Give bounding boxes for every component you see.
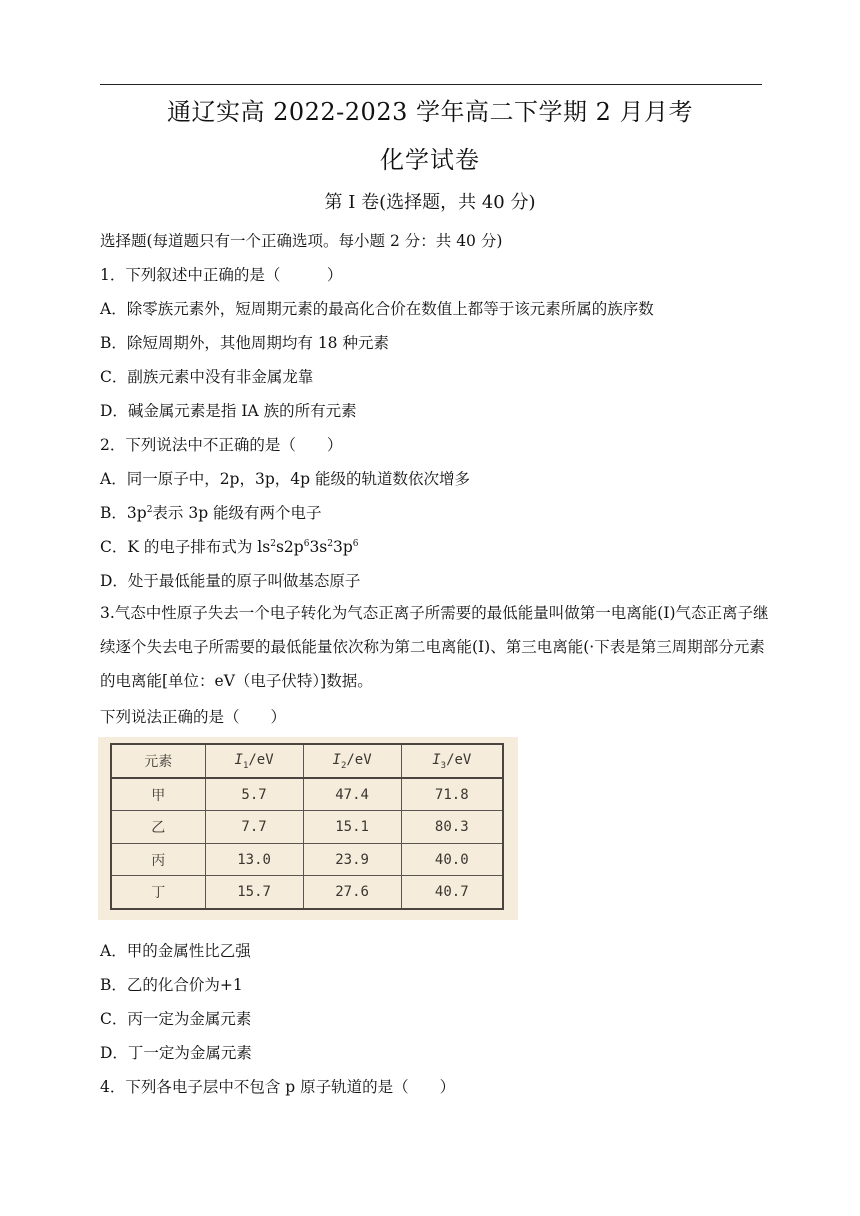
cell-i2: 23.9: [303, 843, 401, 875]
ionization-energy-table-image: [98, 737, 518, 920]
header-i2: $I_2/eV$: [303, 744, 401, 778]
q1-option-c: C．副族元素中没有非金属龙靠: [100, 368, 314, 386]
q2-option-b: B．$3p^2$表示 3p 能级有两个电子: [100, 504, 322, 522]
q1-stem: 1．下列叙述中正确的是（ ）: [100, 266, 343, 284]
cell-i2: 47.4: [303, 778, 401, 811]
q2-stem: 2．下列说法中不正确的是（ ）: [100, 436, 343, 454]
table-row: [111, 843, 503, 875]
table-row: [111, 811, 503, 843]
cell-i1: 7.7: [205, 811, 303, 843]
q4-stem: 4．下列各电子层中不包含 p 原子轨道的是（ ）: [100, 1078, 456, 1096]
q3-option-a: A．甲的金属性比乙强: [100, 942, 251, 960]
q2-option-d: D．处于最低能量的原子叫做基态原子: [100, 572, 361, 590]
header-element: 元素: [111, 744, 205, 778]
header-rule: [100, 84, 762, 85]
q3-option-c: C．丙一定为金属元素: [100, 1010, 252, 1028]
cell-element: 甲: [111, 778, 205, 811]
q3-stem: 下列说法正确的是（ ）: [100, 708, 287, 726]
instructions: 选择题(每道题只有一个正确选项。每小题 2 分：共 40 分): [100, 232, 503, 250]
q2-option-c: C．K 的电子排布式为 $ls^2s2p^63s^23p^6$: [100, 538, 359, 556]
q3-option-b: B．乙的化合价为+1: [100, 976, 243, 994]
header-i1: $I_1/eV$: [205, 744, 303, 778]
ionization-energy-table: [110, 743, 504, 910]
section-heading: 第 I 卷(选择题，共 40 分): [324, 192, 536, 213]
q3-option-d: D．丁一定为金属元素: [100, 1044, 252, 1062]
exam-title: 通辽实高 2022-2023 学年高二下学期 2 月月考: [166, 98, 694, 126]
q1-option-d: D．碱金属元素是指 IA 族的所有元素: [100, 402, 357, 420]
table-header-row: [111, 744, 503, 778]
cell-element: 丁: [111, 876, 205, 909]
table-row: [111, 876, 503, 909]
table-row: [111, 778, 503, 811]
cell-i3: 80.3: [401, 811, 503, 843]
q2-option-a: A．同一原子中，2p，3p，4p 能级的轨道数依次增多: [100, 470, 470, 488]
header-i3: $I_3/eV$: [401, 744, 503, 778]
q1-option-a: A．除零族元素外，短周期元素的最高化合价在数值上都等于该元素所属的族序数: [100, 300, 654, 318]
cell-i3: 40.0: [401, 843, 503, 875]
cell-i1: 5.7: [205, 778, 303, 811]
cell-i1: 13.0: [205, 843, 303, 875]
cell-i3: 40.7: [401, 876, 503, 909]
q3-paragraph: 3.气态中性原子失去一个电子转化为气态正离子所需要的最低能量叫做第一电离能(I)气态正离子继续逐个失去电子所需要的最低能量依次称为第二电离能(I)、第三电离能(·下表是第三周期部分元素的电离能[单位：eV（电子伏特）]数据。: [100, 604, 769, 690]
cell-element: 丙: [111, 843, 205, 875]
exam-subtitle: 化学试卷: [380, 146, 480, 174]
cell-i2: 15.1: [303, 811, 401, 843]
q1-option-b: B．除短周期外，其他周期均有 18 种元素: [100, 334, 389, 352]
cell-i3: 71.8: [401, 778, 503, 811]
cell-i2: 27.6: [303, 876, 401, 909]
cell-element: 乙: [111, 811, 205, 843]
cell-i1: 15.7: [205, 876, 303, 909]
